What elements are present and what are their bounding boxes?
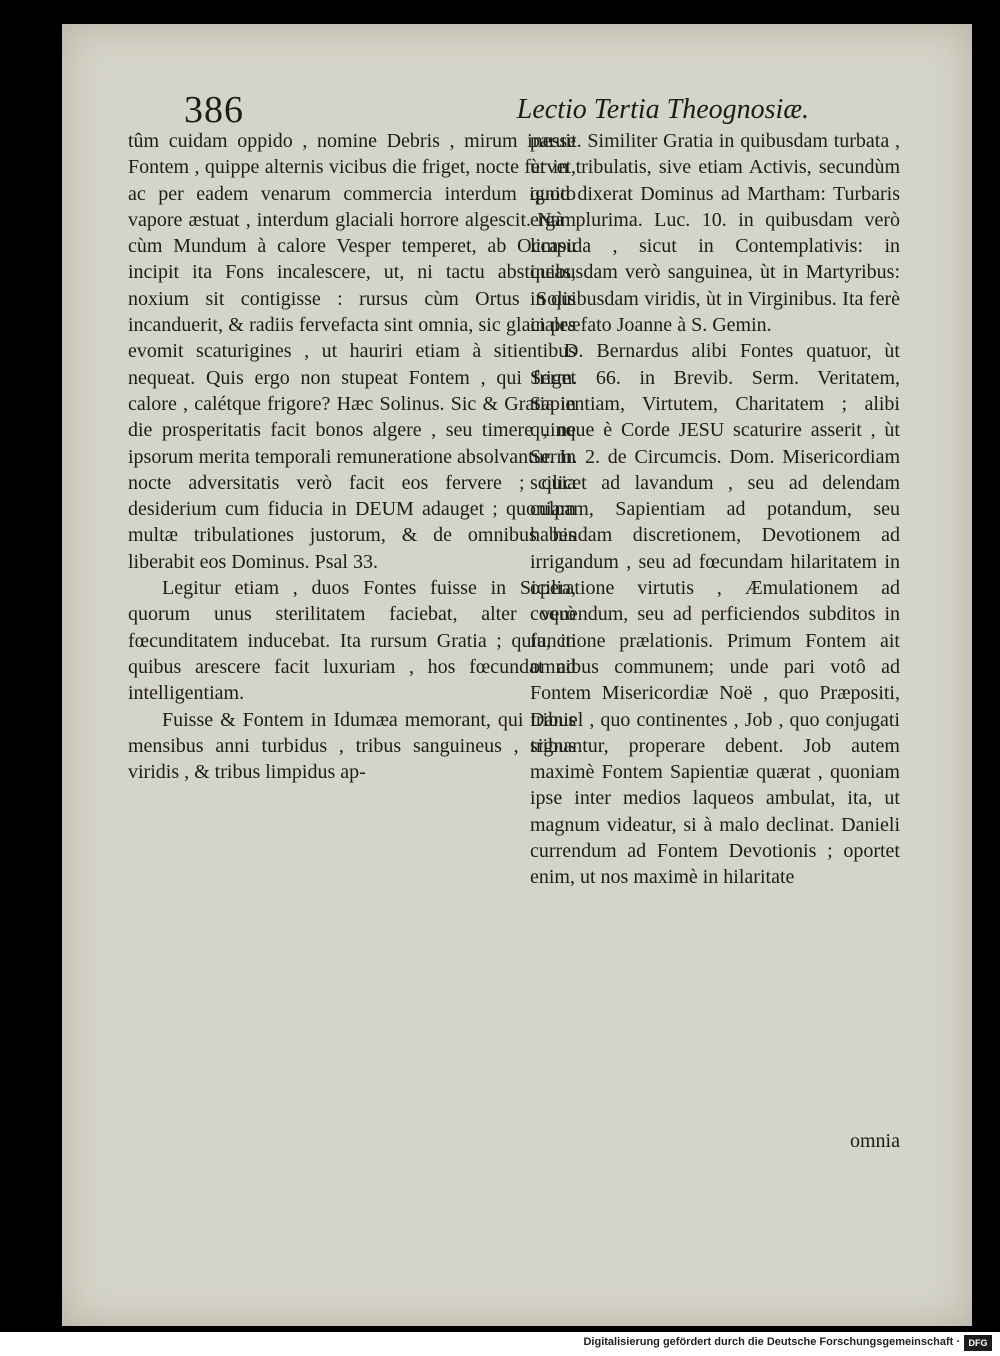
catchword: omnia xyxy=(850,1130,900,1152)
right-paragraph-1: paruit. Similiter Gratia in quibusdam turbata , ùt in tribulatis, sive etiam Activis, secundùm quod dixerat Dominus ad Martham: Turbaris ergà plurima. Luc. 10. in quibusdam verò limpida , sicut in Contemplativis: in quibusdam verò sanguinea, ùt in Martyribus: in quibusdam viridis, ùt in Virginibus. Ita ferè in præfato Joanne à S. Gemin. xyxy=(530,130,900,337)
left-column xyxy=(128,128,576,785)
running-title: Lectio Tertia Theognosiæ. xyxy=(516,94,809,125)
dfg-logo-icon: DFG xyxy=(964,1335,992,1351)
footer-bar xyxy=(0,1332,1000,1356)
right-paragraph-2: D. Bernardus alibi Fontes quatuor, ùt Serm. 66. in Brevib. Serm. Veritatem, Sapientiam, Virtutem, Charitatem ; alibi quinque è Corde JESU scaturire asserit , ùt Serm. 2. de Circumcis. Dom. Misericordiam scilicet ad lavandum , seu ad delendam culpam, Sapientiam ad potandum, seu habendam discretionem, Devotionem ad irrigandum , seu ad fœcundam hilaritatem in operatione virtutis , Æmulationem ad coquendum, seu ad perficiendos subditos in functione prælationis. Primum Fontem ait omnibus communem; unde pari votô ad Fontem Misericordiæ Noë , quo Præpositi, Daniel , quo continentes , Job , quo conjugati signantur, properare debent. Job autem maximè Fontem Sapientiæ quærat , quoniam ipse inter medios laqueos ambulat, ita, ut magnum videatur, si à malo declinat. Danieli currendum ad Fontem Devotionis ; oportet enim, ut nos maximè in hilaritate xyxy=(530,340,900,889)
left-paragraph-2: Legitur etiam , duos Fontes fuisse in Sicilia, quorum unus sterilitatem faciebat, alter verò fœcunditatem inducebat. Ita rursum Gratia ; quia, in quibus arescere facit luxuriam , hos fœcundat ad intelligentiam. xyxy=(128,577,576,705)
page-number: 386 xyxy=(184,89,244,131)
left-paragraph-3: Fuisse & Fontem in Idumæa memorant, qui tribus mensibus anni turbidus , tribus sanguineus , tribus viridis , & tribus limpidus ap- xyxy=(128,708,576,784)
left-paragraph-1: tûm cuidam oppido , nomine Debris , mirum inesse Fontem , quippe alternis vicibus die friget, nocte fervet, ac per eadem venarum commercia interdum ignito vapore æstuat , interdum glaciali horrore algescit. Nam cùm Mundum à calore Vesper temperet, ab Occasu incipit ita Fons incalescere, ut, ni tactu abstineas, noxium sit contigisse : rursus cùm Ortus Solis incanduerit, & radiis fervefacta sint omnia, sic glaciales evomit scaturigines , ut hauriri etiam à sitientibus nequeat. Quis ergo non stupeat Fontem , qui friget calore , calétque frigore? Hæc Solinus. Sic & Gratia in die prosperitatis facit bonos algere , seu timere , ne ipsorum merita temporali remuneratione absolvantur. In nocte adversitatis verò facit eos fervere ; quia desiderium cum fiducia in DEUM adauget ; quoniam multæ tribulationes justorum, & de omnibus his liberabit eos Dominus. Psal 33. xyxy=(128,130,576,573)
right-column xyxy=(530,128,900,891)
funding-notice: Digitalisierung gefördert durch die Deutsche Forschungsgemeinschaft · xyxy=(583,1336,960,1348)
